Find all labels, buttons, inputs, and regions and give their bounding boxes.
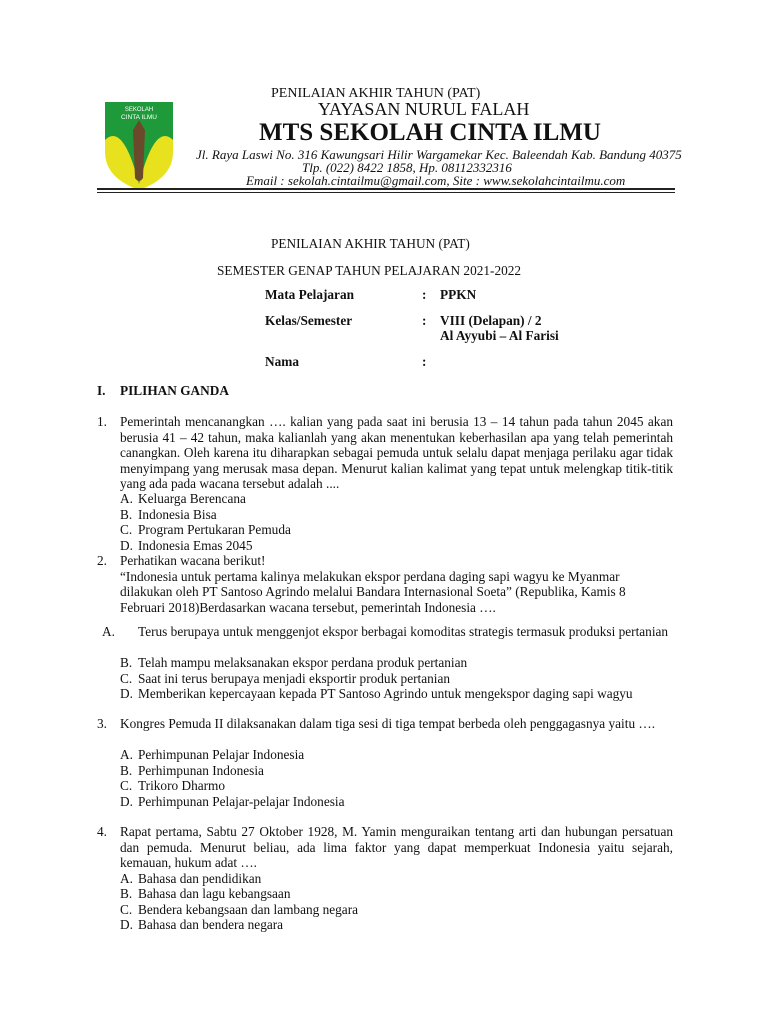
- field-value-subject: PPKN: [440, 287, 477, 302]
- section-title: PILIHAN GANDA: [120, 383, 229, 398]
- school-phone: Tlp. (022) 8422 1858, Hp. 08112332316: [302, 160, 512, 175]
- question-number: 3.: [97, 716, 107, 731]
- logo-text-top: SEKOLAH: [124, 107, 154, 113]
- option-item: [120, 763, 264, 779]
- option-text: Program Pertukaran Pemuda: [138, 522, 291, 537]
- option-letter: A.: [120, 491, 133, 506]
- question-text: Kongres Pemuda II dilaksanakan dalam tiga sesi di tiga tempat berbeda oleh penggagasnya yaitu ….: [120, 716, 656, 731]
- option-letter: C.: [120, 778, 133, 793]
- option-text: Indonesia Emas 2045: [138, 537, 253, 553]
- option-text: Perhimpunan Indonesia: [138, 762, 264, 778]
- field-label-subject: Mata Pelajaran: [265, 287, 354, 302]
- option-text: Saat ini terus berupaya menjadi eksportir produk pertanian: [138, 670, 451, 686]
- field-colon-subject: :: [422, 287, 427, 302]
- option-item: [120, 886, 291, 902]
- field-colon-name: :: [422, 354, 427, 369]
- exam-title: PENILAIAN AKHIR TAHUN (PAT): [271, 236, 470, 251]
- option-letter: C.: [120, 901, 133, 917]
- option-letter: B.: [120, 762, 133, 778]
- option-letter: D.: [120, 537, 133, 553]
- option-item: [102, 624, 673, 640]
- option-text: Keluarga Berencana: [138, 491, 246, 506]
- option-item: [120, 671, 450, 687]
- question-text: Rapat pertama, Sabtu 27 Oktober 1928, M. Yamin menguraikan tentang arti dan hubungan persatuan dan pemuda. Menurut beliau, ada lima faktor yang dapat memperkuat Indonesia yaitu sejarah, kemauan, hukum adat ….: [120, 824, 673, 870]
- option-item: [120, 778, 225, 794]
- field-label-name: Nama: [265, 354, 299, 369]
- option-letter: A.: [102, 624, 115, 639]
- field-value-class: VIII (Delapan) / 2: [440, 313, 542, 328]
- header-divider-thin: [97, 192, 675, 193]
- question-text: Perhatikan wacana berikut!: [120, 553, 266, 568]
- option-letter: B.: [120, 655, 133, 670]
- field-label-class: Kelas/Semester: [265, 313, 353, 328]
- header-pat-small: PENILAIAN AKHIR TAHUN (PAT): [271, 86, 481, 101]
- foundation-name: YAYASAN NURUL FALAH: [318, 99, 530, 119]
- option-item: [120, 871, 261, 887]
- option-text: Trikoro Dharmo: [138, 778, 226, 793]
- question-number: 1.: [97, 414, 107, 429]
- option-item: [120, 902, 358, 918]
- option-text: Perhimpunan Pelajar-pelajar Indonesia: [138, 793, 345, 809]
- option-item: [120, 655, 467, 671]
- option-text: Bahasa dan lagu kebangsaan: [138, 886, 291, 901]
- school-address: Jl. Raya Laswi No. 316 Kawungsari Hilir Wargamekar Kec. Baleendah Kab. Bandung 40375: [196, 147, 682, 162]
- logo-text-bottom: CINTA ILMU: [121, 114, 157, 121]
- option-letter: A.: [120, 870, 133, 886]
- option-item: [120, 507, 217, 523]
- option-item: [120, 686, 633, 702]
- option-item: [120, 522, 291, 538]
- option-text: Bendera kebangsaan dan lambang negara: [138, 901, 359, 917]
- question-number: 2.: [97, 553, 107, 568]
- option-item: [120, 491, 246, 507]
- field-value-class-groups: Al Ayyubi – Al Farisi: [440, 328, 559, 343]
- option-item: [120, 794, 345, 810]
- question-text: Pemerintah mencanangkan …. kalian yang pada saat ini berusia 13 – 14 tahun pada tahun 2045 akan berusia 41 – 42 tahun, maka kalianlah yang akan menentukan keberhasilan apa yang telah pemerintah canangkan. Oleh karena itu diharapkan sebagai pemuda untuk selalu dapat menjaga perilaku agar tidak menyimpang yang merusak masa depan. Menurut kalian kalimat yang tepat untuk melengkap titik-titik yang ada pada wacana tersebut adalah ....: [120, 414, 673, 491]
- question-quote: “Indonesia untuk pertama kalinya melakukan ekspor perdana daging sapi wagyu ke Myanmar dilakukan oleh PT Santoso Agrindo melalui Bandara Internasional Soeta” (Republika, Kamis 8 Februari 2018)Berdasarkan wacana tersebut, pemerintah Indonesia ….: [120, 568, 626, 615]
- option-item: [120, 917, 283, 933]
- option-letter: B.: [120, 886, 133, 901]
- option-item: [120, 747, 304, 763]
- option-letter: D.: [120, 686, 133, 701]
- option-letter: A.: [120, 747, 133, 762]
- option-text: Terus berupaya untuk menggenjot ekspor berbagai komoditas strategis termasuk produksi pertanian: [138, 624, 669, 639]
- option-text: Telah mampu melaksanakan ekspor perdana produk pertanian: [138, 655, 468, 670]
- school-email: Email : sekolah.cintailmu@gmail.com, Site : www.sekolahcintailmu.com: [246, 173, 626, 188]
- exam-semester: SEMESTER GENAP TAHUN PELAJARAN 2021-2022: [217, 263, 522, 278]
- question-number: 4.: [97, 824, 107, 839]
- option-letter: B.: [120, 506, 133, 522]
- field-colon-class: :: [422, 313, 427, 328]
- option-text: Bahasa dan pendidikan: [138, 870, 262, 886]
- section-number: I.: [97, 383, 106, 398]
- option-letter: C.: [120, 670, 133, 686]
- option-item: [120, 538, 252, 554]
- option-letter: C.: [120, 522, 133, 537]
- option-letter: D.: [120, 917, 133, 932]
- school-name: MTS SEKOLAH CINTA ILMU: [259, 119, 601, 146]
- option-text: Perhimpunan Pelajar Indonesia: [138, 747, 305, 762]
- school-logo: [103, 100, 175, 192]
- option-letter: D.: [120, 793, 133, 809]
- header-divider-thick: [97, 188, 675, 190]
- option-text: Memberikan kepercayaan kepada PT Santoso Agrindo untuk mengekspor daging sapi wagyu: [138, 686, 633, 701]
- option-text: Bahasa dan bendera negara: [138, 917, 284, 932]
- option-text: Indonesia Bisa: [138, 506, 217, 522]
